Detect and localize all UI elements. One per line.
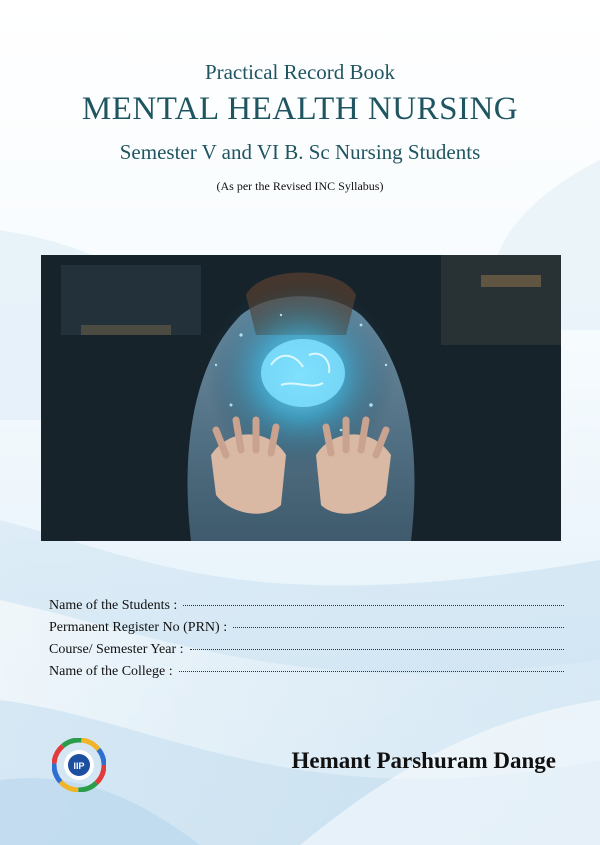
college-label: Name of the College : <box>49 664 173 679</box>
syllabus-note: (As per the Revised INC Syllabus) <box>216 179 384 193</box>
student-name-label: Name of the Students : <box>49 598 178 613</box>
prn-blank[interactable] <box>233 627 564 628</box>
semester-line: Semester V and VI B. Sc Nursing Students <box>119 140 481 164</box>
student-name-blank[interactable] <box>183 605 564 606</box>
prn-label: Permanent Register No (PRN) : <box>49 620 228 635</box>
cover-photo-glowing-brain <box>41 255 561 541</box>
student-details-form <box>49 598 564 686</box>
logo-text: IIP <box>73 761 85 771</box>
course-semester-blank[interactable] <box>190 649 564 650</box>
course-semester-label: Course/ Semester Year : <box>49 642 184 657</box>
form-row-student-name[interactable] <box>49 598 564 620</box>
brain-illustration <box>41 255 561 541</box>
form-row-college[interactable] <box>49 664 564 686</box>
form-row-prn[interactable] <box>49 620 564 642</box>
publisher-logo <box>52 738 106 792</box>
cover-header <box>0 60 600 194</box>
college-blank[interactable] <box>179 671 564 672</box>
form-row-course-semester[interactable] <box>49 642 564 664</box>
record-book-title: Practical Record Book <box>204 60 396 84</box>
author-name: Hemant Parshuram Dange <box>291 748 556 773</box>
main-title: MENTAL HEALTH NURSING <box>81 91 519 127</box>
